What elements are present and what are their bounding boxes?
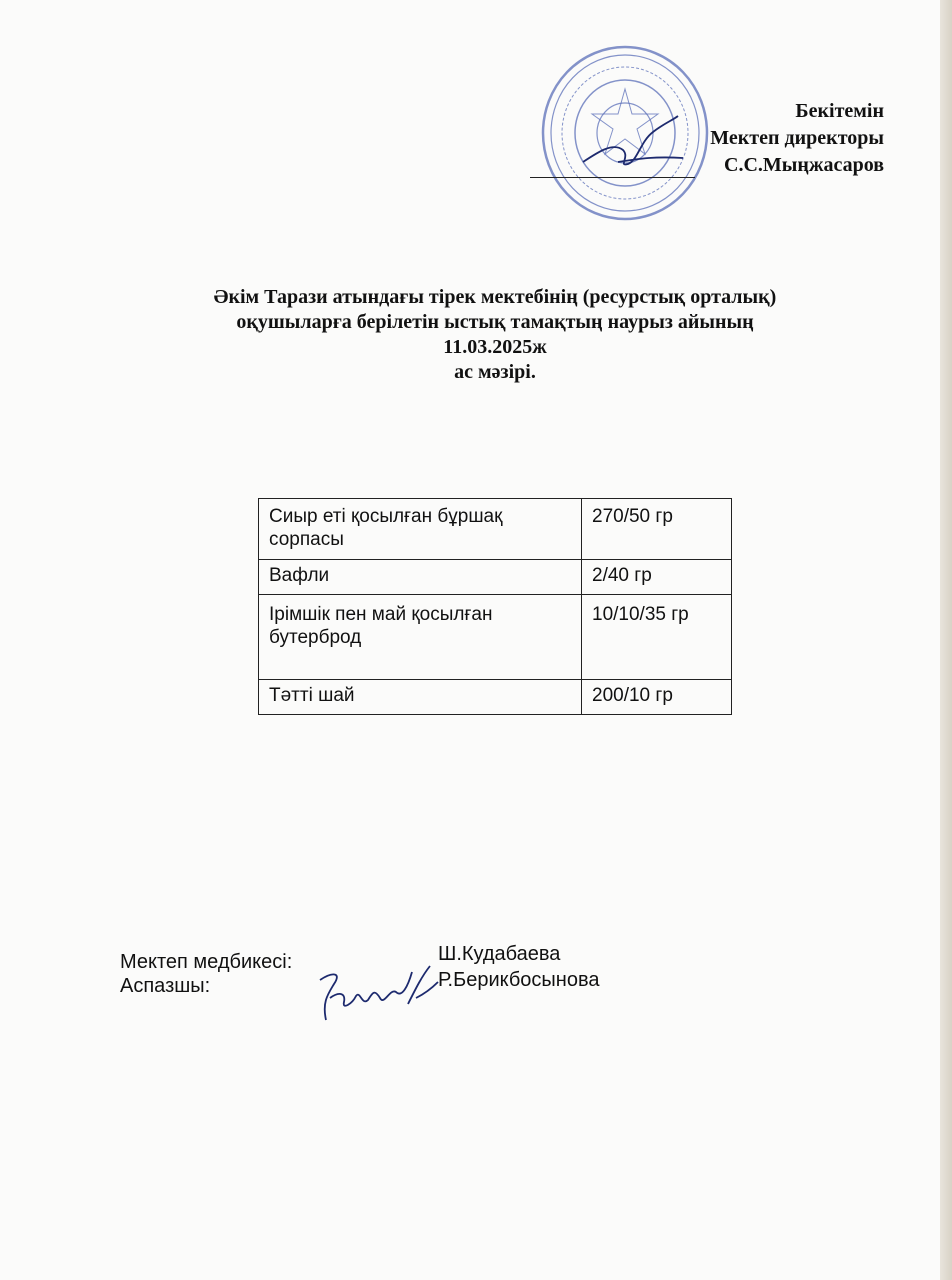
nurse-name: Ш.Кудабаева — [438, 943, 561, 965]
title-line-2: оқушыларға берілетін ыстық тамақтың наурыз айының — [236, 311, 754, 333]
cook-name: Р.Берикбосынова — [438, 969, 600, 991]
dish-cell: Вафли — [259, 560, 582, 595]
menu-table — [258, 498, 732, 715]
title-line-3: 11.03.2025ж — [443, 336, 547, 358]
approval-underline — [530, 177, 695, 178]
cook-label: Аспазшы: — [120, 975, 211, 997]
approval-line-2: Мектеп директоры — [710, 127, 884, 149]
portion-cell: 200/10 гр — [582, 680, 732, 715]
dish-cell: Сиыр еті қосылған бұршақ сорпасы — [259, 499, 582, 560]
approval-block — [710, 98, 884, 179]
portion-cell: 10/10/35 гр — [582, 595, 732, 680]
table-row — [259, 595, 732, 680]
approval-line-1: Бекітемін — [795, 100, 884, 122]
dish-cell: Тәтті шай — [259, 680, 582, 715]
table-row — [259, 680, 732, 715]
page-edge — [940, 0, 952, 1280]
cook-signature — [312, 958, 444, 1028]
title-line-1: Әкім Тарази атындағы тірек мектебінің (ресурстық орталық) — [213, 286, 777, 308]
document-title — [120, 285, 870, 385]
table-row — [259, 499, 732, 560]
portion-cell: 2/40 гр — [582, 560, 732, 595]
nurse-label: Мектеп медбикесі: — [120, 951, 293, 973]
table-row — [259, 560, 732, 595]
approval-line-3: С.С.Мыңжасаров — [724, 154, 884, 176]
dish-cell: Ірімшік пен май қосылған бутерброд — [259, 595, 582, 680]
director-signature — [578, 112, 688, 182]
portion-cell: 270/50 гр — [582, 499, 732, 560]
title-line-4: ас мәзірі. — [454, 361, 536, 383]
